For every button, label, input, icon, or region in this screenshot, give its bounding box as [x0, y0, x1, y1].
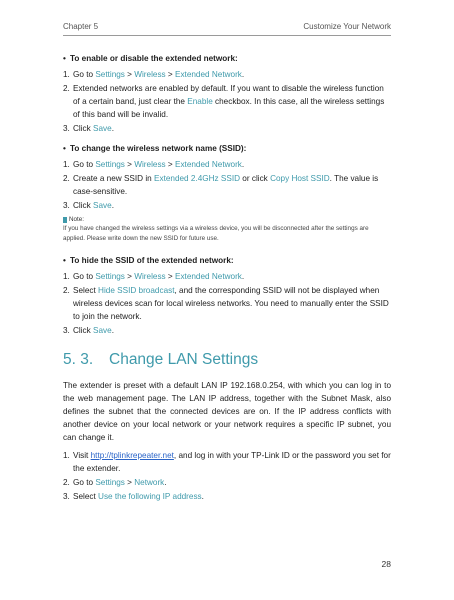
- ui-path-link: Hide SSID broadcast: [98, 286, 175, 295]
- ui-path-link: Settings: [95, 478, 125, 487]
- procedure-heading: • To enable or disable the extended network:: [63, 54, 238, 63]
- ui-path-link: Network: [134, 478, 165, 487]
- step-text: .: [164, 478, 167, 487]
- step-text: >: [124, 478, 135, 487]
- step-text: Go to: [73, 160, 96, 169]
- procedure-hide-ssid: [63, 256, 391, 337]
- ui-path-link: Settings: [95, 272, 125, 281]
- step-text: Click: [73, 201, 94, 210]
- page-content: [63, 54, 391, 512]
- step-item: [63, 324, 391, 337]
- step-text: Go to: [73, 478, 96, 487]
- step-item: [63, 172, 391, 198]
- step-item: [63, 490, 391, 503]
- procedure-change-ssid: [63, 144, 391, 243]
- section-intro: The extender is preset with a default LAN IP 192.168.0.254, with which you can log in to the web management page. The LAN IP address, together with the Subnet Mask, also defines the subnet that the connected devices are on. If the IP address conflicts with another device on your local network or your network requires a specific IP subnet, you can change it.: [63, 381, 391, 442]
- step-text: >: [165, 272, 175, 281]
- step-text: Go to: [73, 70, 96, 79]
- section-title: [63, 351, 391, 369]
- section-number: 5. 3.: [63, 351, 94, 368]
- page-number: 28: [381, 559, 391, 569]
- step-number: 2.: [63, 478, 70, 487]
- ui-path-link: Settings: [95, 160, 125, 169]
- step-number: 1.: [63, 70, 70, 79]
- step-number: 2.: [63, 286, 70, 295]
- note-icon: [63, 217, 67, 223]
- ui-path-link: Use the following IP address: [98, 492, 202, 501]
- step-text: Extended networks are enabled by default. If you want to disable the wireless function of a certain band, just clear the: [73, 84, 384, 106]
- step-text: Click: [73, 124, 94, 133]
- ui-path-link: Save: [93, 124, 112, 133]
- step-number: 1.: [63, 272, 70, 281]
- step-text: or click: [240, 174, 271, 183]
- step-text: Click: [73, 326, 94, 335]
- step-item: [63, 82, 391, 121]
- ui-path-link: Extended Network: [174, 272, 242, 281]
- step-number: 3.: [63, 124, 70, 133]
- ui-path-link: Save: [93, 326, 112, 335]
- step-text: .: [241, 70, 245, 79]
- ui-path-link: Settings: [95, 70, 125, 79]
- ui-path-link: Extended 2.4GHz SSID: [154, 174, 241, 183]
- step-item: [63, 284, 391, 323]
- step-item: [63, 449, 391, 475]
- step-text: Create a new SSID in: [73, 174, 155, 183]
- step-number: 1.: [63, 160, 70, 169]
- note-text: If you have changed the wireless settings via a wireless device, you will be disconnected after the settings are applied. Please write down the new SSID for future use.: [63, 225, 369, 242]
- procedure-heading: • To hide the SSID of the extended network:: [63, 256, 234, 265]
- ui-path-link: Save: [93, 201, 112, 210]
- step-number: 3.: [63, 201, 70, 210]
- step-number: 3.: [63, 492, 70, 501]
- ui-path-link: Extended Network: [174, 70, 242, 79]
- step-item: [63, 476, 391, 489]
- step-item: [63, 158, 391, 171]
- step-text: >: [165, 160, 175, 169]
- step-text: >: [165, 70, 175, 79]
- step-item: [63, 68, 391, 81]
- bullet-icon: •: [63, 144, 66, 153]
- bullet-icon: •: [63, 54, 66, 63]
- step-text: Select: [73, 492, 99, 501]
- bullet-icon: •: [63, 256, 66, 265]
- procedure-heading: • To change the wireless network name (SSID):: [63, 144, 247, 153]
- ui-path-link: Wireless: [134, 272, 166, 281]
- step-number: 1.: [63, 451, 70, 460]
- step-text: .: [111, 124, 114, 133]
- step-text: .: [201, 492, 204, 501]
- procedure-enable-network: [63, 54, 391, 135]
- section-heading: Change LAN Settings: [109, 351, 259, 368]
- page-header: [63, 22, 391, 36]
- step-text: Select: [73, 286, 99, 295]
- step-text: .: [241, 272, 245, 281]
- ui-path-link: Copy Host SSID: [270, 174, 330, 183]
- step-list: [63, 449, 391, 503]
- chapter-title: Customize Your Network: [303, 22, 391, 31]
- step-text: >: [124, 70, 135, 79]
- step-text: .: [111, 326, 114, 335]
- step-item: [63, 199, 391, 212]
- step-list: [63, 270, 391, 337]
- ui-path-link: Wireless: [134, 70, 166, 79]
- ui-path-link: Extended Network: [174, 160, 242, 169]
- step-text: , and the corresponding SSID will not be displayed when wireless devices scan for local wireless networks. You need to manually enter the SSID to join the network.: [73, 286, 389, 321]
- step-text: . The value is case-sensitive.: [73, 174, 379, 196]
- step-text: , and log in with your TP-Link ID or the password you set for the extender.: [73, 451, 391, 473]
- step-number: 2.: [63, 174, 70, 183]
- step-text: >: [124, 160, 135, 169]
- step-text: >: [124, 272, 135, 281]
- step-item: [63, 122, 391, 135]
- step-list: [63, 68, 391, 135]
- step-text: .: [111, 201, 114, 210]
- step-text: Visit: [73, 451, 91, 460]
- ui-path-link: Enable: [187, 97, 213, 106]
- step-text: checkbox. In this case, all the wireless settings of this band will be invalid.: [73, 97, 385, 119]
- step-number: 2.: [63, 84, 70, 93]
- chapter-label: Chapter 5: [63, 22, 99, 31]
- note-label: Note:: [63, 216, 391, 223]
- web-address-link[interactable]: http://tplinkrepeater.net: [90, 451, 174, 460]
- ui-path-link: Wireless: [134, 160, 166, 169]
- step-item: [63, 270, 391, 283]
- step-number: 3.: [63, 326, 70, 335]
- step-text: Go to: [73, 272, 96, 281]
- note-box: [63, 216, 391, 243]
- step-list: [63, 158, 391, 212]
- step-text: .: [241, 160, 245, 169]
